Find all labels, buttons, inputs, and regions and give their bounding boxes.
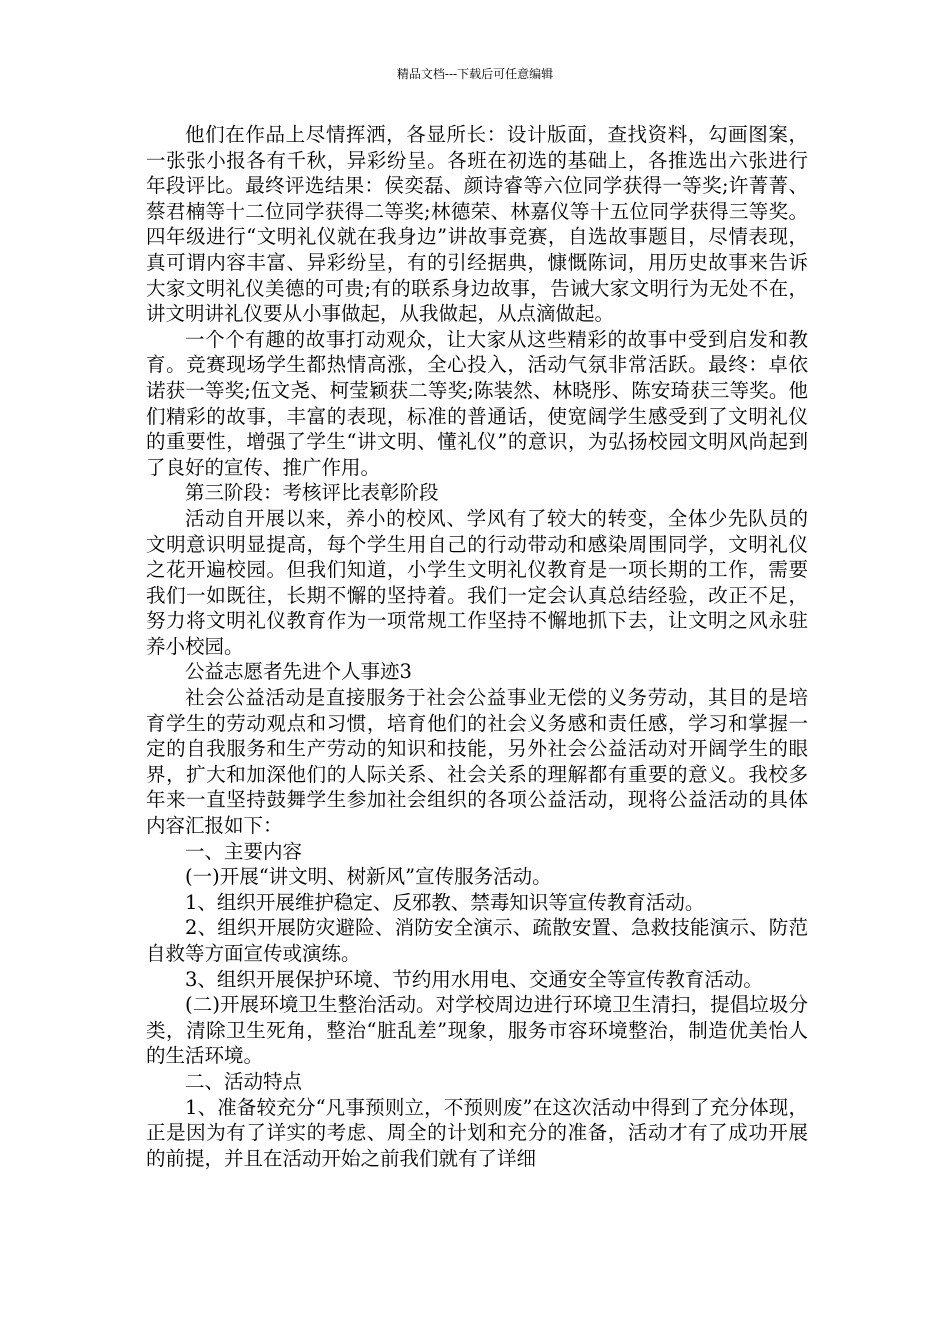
section-heading: 公益志愿者先进个人事迹3 bbox=[185, 660, 412, 684]
list-item: 2、组织开展防灾避险、消防安全演示、疏散安置、急救技能演示、防范自救等方面宣传或演练。 bbox=[146, 916, 808, 965]
list-item: 1、组织开展维护稳定、反邪教、禁毒知识等宣传教育活动。 bbox=[185, 890, 705, 914]
paragraph: 他们在作品上尽情挥洒，各显所长：设计版面，查找资料，勾画图案，一张张小报各有千秋，异彩纷呈。各班在初选的基础上，各推选出六张进行年段评比。最终评选结果：侯奕磊、颜诗睿等六位同学获得一等奖;许菁菁、蔡君楠等十二位同学获得二等奖;林德荣、林嘉仪等十五位同学获得三等奖。四年级进行“文明礼仪就在我身边”讲故事竞赛，自选故事题目，尽情表现，真可谓内容丰富、异彩纷呈，有的引经据典，慷慨陈词，用历史故事来告诉大家文明礼仪美德的可贵;有的联系身边故事，告诫大家文明行为无处不在，讲文明讲礼仪要从小事做起，从我做起，从点滴做起。 bbox=[146, 123, 808, 326]
section-heading: 一、主要内容 bbox=[185, 839, 303, 863]
paragraph: 一个个有趣的故事打动观众，让大家从这些精彩的故事中受到启发和教育。竞赛现场学生都热情高涨，全心投入，活动气氛非常活跃。最终：卓依诺获一等奖;伍文尧、柯莹颖获二等奖;陈装然、林晓彤、陈安琦获三等奖。他们精彩的故事，丰富的表现，标准的普通话，使宽阔学生感受到了文明礼仪的重要性，增强了学生“讲文明、懂礼仪”的意识，为弘扬校园文明风尚起到了良好的宣传、推广作用。 bbox=[146, 327, 808, 479]
document-body bbox=[146, 122, 808, 1171]
paragraph: (二)开展环境卫生整治活动。对学校周边进行环境卫生清扫，提倡垃圾分类，清除卫生死角，整治“脏乱差”现象，服务市容环境整治，制造优美怡人的生活环境。 bbox=[146, 993, 808, 1068]
sub-heading: (一)开展“讲文明、树新风”宣传服务活动。 bbox=[185, 865, 552, 889]
list-item: 1、准备较充分“凡事预则立，不预则废”在这次活动中得到了充分体现，正是因为有了详实的考虑、周全的计划和充分的准备，活动才有了成功开展的前提，并且在活动开始之前我们就有了详细 bbox=[146, 1095, 808, 1170]
section-heading: 二、活动特点 bbox=[185, 1069, 303, 1093]
section-heading: 第三阶段：考核评比表彰阶段 bbox=[185, 481, 439, 505]
paragraph: 活动自开展以来，养小的校风、学风有了较大的转变，全体少先队员的文明意识明显提高，每个学生用自己的行动带动和感染周围同学，文明礼仪之花开遍校园。但我们知道，小学生文明礼仪教育是一项长期的工作，需要我们一如既往，长期不懈的坚持着。我们一定会认真总结经验，改正不足，努力将文明礼仪教育作为一项常规工作坚持不懈地抓下去，让文明之风永驻养小校园。 bbox=[146, 506, 808, 658]
paragraph: 社会公益活动是直接服务于社会公益事业无偿的义务劳动，其目的是培育学生的劳动观点和习惯，培育他们的社会义务感和责任感，学习和掌握一定的自我服务和生产劳动的知识和技能，另外社会公益活动对开阔学生的眼界，扩大和加深他们的人际关系、社会关系的理解都有重要的意义。我校多年来一直坚持鼓舞学生参加社会组织的各项公益活动，现将公益活动的具体内容汇报如下： bbox=[146, 686, 808, 838]
page-header: 精品文档---下载后可任意编辑 bbox=[396, 67, 554, 81]
list-item: 3、组织开展保护环境、节约用水用电、交通安全等宣传教育活动。 bbox=[185, 967, 763, 991]
